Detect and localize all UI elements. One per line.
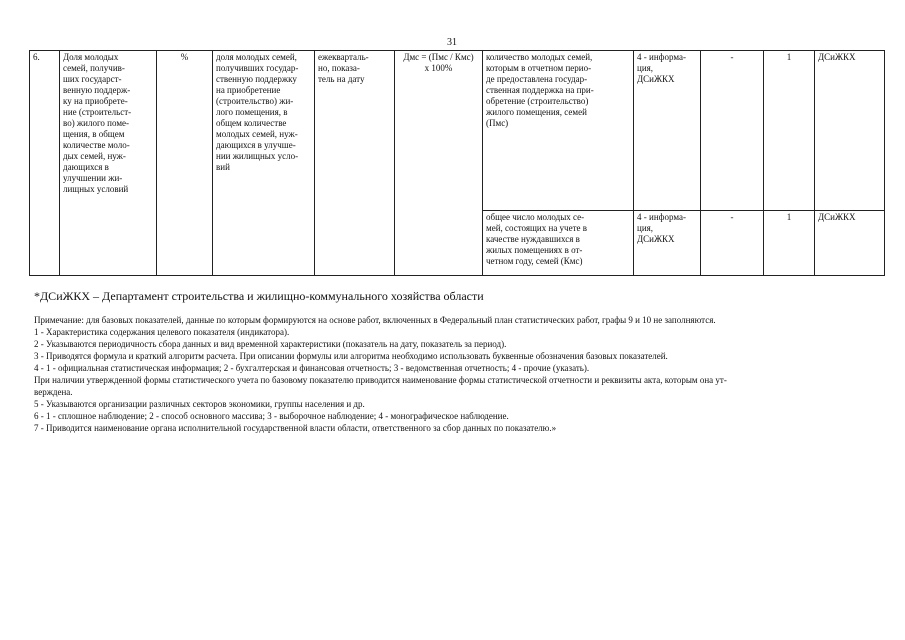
note-line: 2 - Указываются периодичность сбора данных и вид временной характеристики (показатель на дату, показатель за период). [34,339,507,349]
method-cell: 1 [764,211,815,276]
note-line: Примечание: для базовых показателей, данные по которым формируются на основе работ, включенных в Федеральный план статистических работ, графы 9 и 10 не заполняются. [34,315,716,325]
table-row [30,51,885,211]
unit-cell: % [157,51,213,276]
note-line: 6 - 1 - сплошное наблюдение; 2 - способ основного массива; 3 - выборочное наблюдение; 4 - монографическое наблюдение. [34,411,509,421]
note-line: 4 - 1 - официальная статистическая информация; 2 - бухгалтерская и финансовая отчетность; 3 - ведомственная отчетность; 4 - прочие (указать). [34,363,590,373]
indicator-table [29,50,885,276]
row-number-cell: 6. [30,51,60,276]
periodicity-cell: ежекварталь- но, показа- тель на дату [315,51,395,276]
source-cell: 4 - информа- ция, ДСиЖКХ [634,51,701,211]
note-line: 1 - Характеристика содержания целевого показателя (индикатора). [34,327,290,337]
observation-unit-cell: - [701,211,764,276]
page-number: 31 [447,37,457,48]
responsible-cell: ДСиЖКХ [815,51,885,211]
base-indicator-cell: общее число молодых се- мей, состоящих на учете в качестве нуждавшихся в жилых помещениях в от- четном году, семей (Кмс) [483,211,634,276]
formula-cell: Дмс = (Пмс / Кмс) х 100% [395,51,483,276]
definition-cell: доля молодых семей, получивших государ- ственную поддержку на приобретение (строительство) жи- лого помещения, в общем количестве молодых семей, нуж- дающихся в улучше- нии жилищных усло- вий [213,51,315,276]
observation-unit-cell: - [701,51,764,211]
note-line: 7 - Приводится наименование органа исполнительной государственной власти области, ответственного за сбор данных по показателю.» [34,423,557,433]
base-indicator-cell: количество молодых семей, которым в отчетном перио- де предоставлена государ- ственная поддержка на при- обретение (строительство) жилого помещения, семей (Пмс) [483,51,634,211]
method-cell: 1 [764,51,815,211]
responsible-cell: ДСиЖКХ [815,211,885,276]
source-cell: 4 - информа- ция, ДСиЖКХ [634,211,701,276]
footnote: *ДСиЖКХ – Департамент строительства и жилищно-коммунального хозяйства области [34,289,484,303]
notes-block [34,314,864,434]
note-line: При наличии утвержденной формы статистического учета по базовому показателю приводится наименование формы статистической отчетности и реквизиты акта, которым она ут- верждена. [34,375,727,397]
note-line: 3 - Приводятся формула и краткий алгоритм расчета. При описании формулы или алгоритма необходимо использовать буквенные обозначения базовых показателей. [34,351,668,361]
indicator-name-cell: Доля молодых семей, получив- ших государст- венную поддерж- ку на приобрете- ние (строительст- во) жилого поме- щения, в общем количестве моло- дых семей, нуж- дающихся в улучшении жи- лищных условий [60,51,157,276]
note-line: 5 - Указываются организации различных секторов экономики, группы населения и др. [34,399,365,409]
